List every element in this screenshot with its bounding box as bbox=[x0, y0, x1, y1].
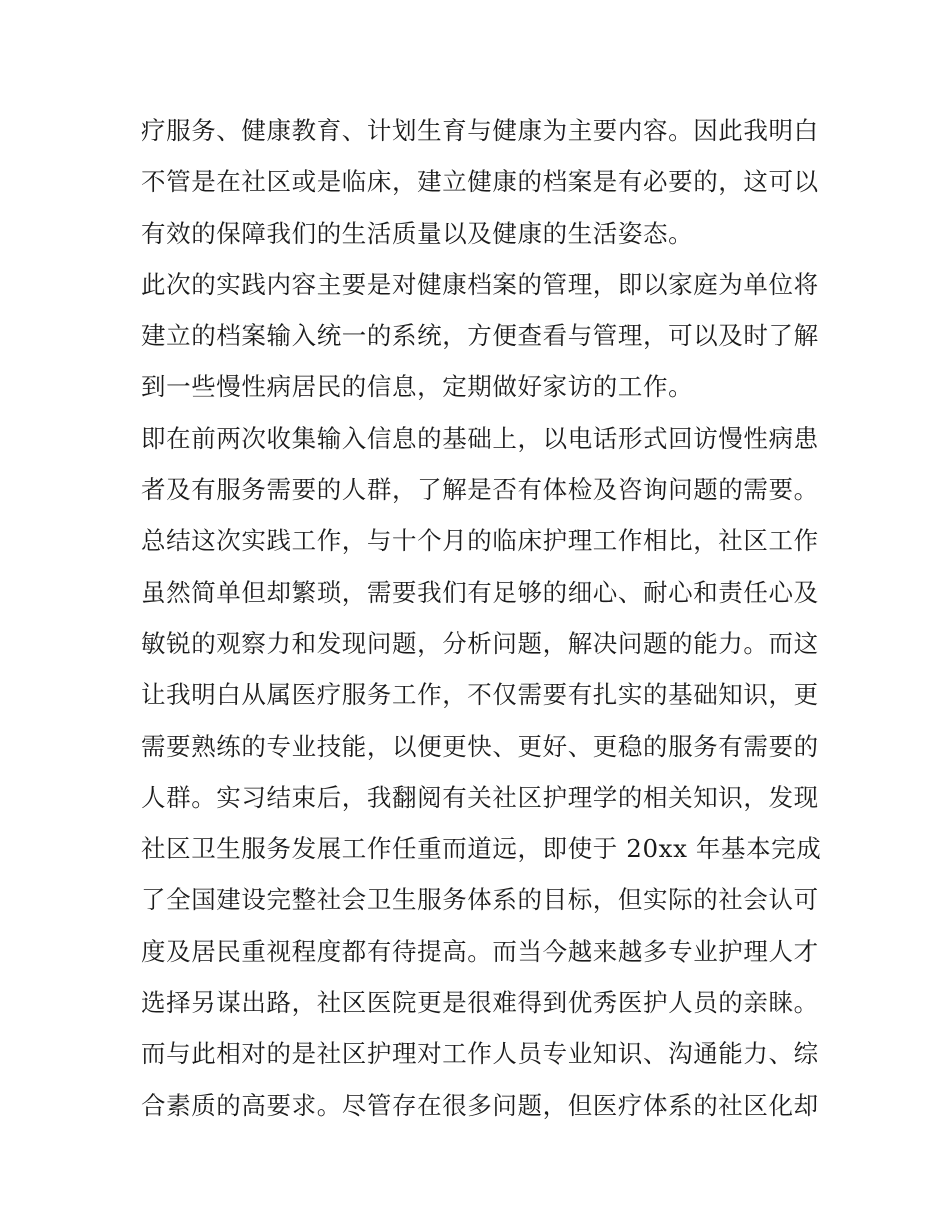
text-line-6: 到一些慢性病居民的信息，定期做好家访的工作。 bbox=[141, 372, 694, 402]
text-line-4: 此次的实践内容主要是对健康档案的管理，即以家庭为单位将 bbox=[141, 269, 819, 299]
text-line-3: 有效的保障我们的生活质量以及健康的生活姿态。 bbox=[141, 218, 694, 248]
text-line-18: 选择另谋出路，社区医院更是很难得到优秀医护人员的亲睐。 bbox=[141, 988, 819, 1018]
text-line-11: 敏锐的观察力和发现问题，分析问题，解决问题的能力。而这 bbox=[141, 628, 819, 658]
text-line-12: 让我明白从属医疗服务工作，不仅需要有扎实的基础知识，更 bbox=[141, 680, 819, 710]
text-line-13: 需要熟练的专业技能，以便更快、更好、更稳的服务有需要的 bbox=[141, 731, 819, 761]
text-line-17: 度及居民重视程度都有待提高。而当今越来越多专业护理人才 bbox=[141, 936, 819, 966]
text-line-16: 了全国建设完整社会卫生服务体系的目标，但实际的社会认可 bbox=[141, 885, 819, 915]
text-line-7: 即在前两次收集输入信息的基础上，以电话形式回访慢性病患 bbox=[141, 423, 819, 453]
text-line-19: 而与此相对的是社区护理对工作人员专业知识、沟通能力、综 bbox=[141, 1039, 819, 1069]
text-line-14: 人群。实习结束后，我翻阅有关社区护理学的相关知识，发现 bbox=[141, 782, 819, 812]
text-line-1: 疗服务、健康教育、计划生育与健康为主要内容。因此我明白 bbox=[141, 116, 819, 145]
text-line-5: 建立的档案输入统一的系统，方便查看与管理，可以及时了解 bbox=[141, 321, 819, 351]
text-line-10: 虽然简单但却繁琐，需要我们有足够的细心、耐心和责任心及 bbox=[141, 577, 819, 607]
text-line-2: 不管是在社区或是临床，建立健康的档案是有必要的，这可以 bbox=[141, 167, 819, 197]
text-line-9: 总结这次实践工作，与十个月的临床护理工作相比，社区工作 bbox=[141, 526, 819, 556]
body-text bbox=[141, 105, 831, 1131]
text-line-8: 者及有服务需要的人群，了解是否有体检及咨询问题的需要。 bbox=[141, 475, 819, 505]
text-line-20: 合素质的高要求。尽管存在很多问题，但医疗体系的社区化却 bbox=[141, 1090, 819, 1120]
text-line-15: 社区卫生服务发展工作任重而道远，即使于 20xx 年基本完成 bbox=[141, 834, 822, 864]
